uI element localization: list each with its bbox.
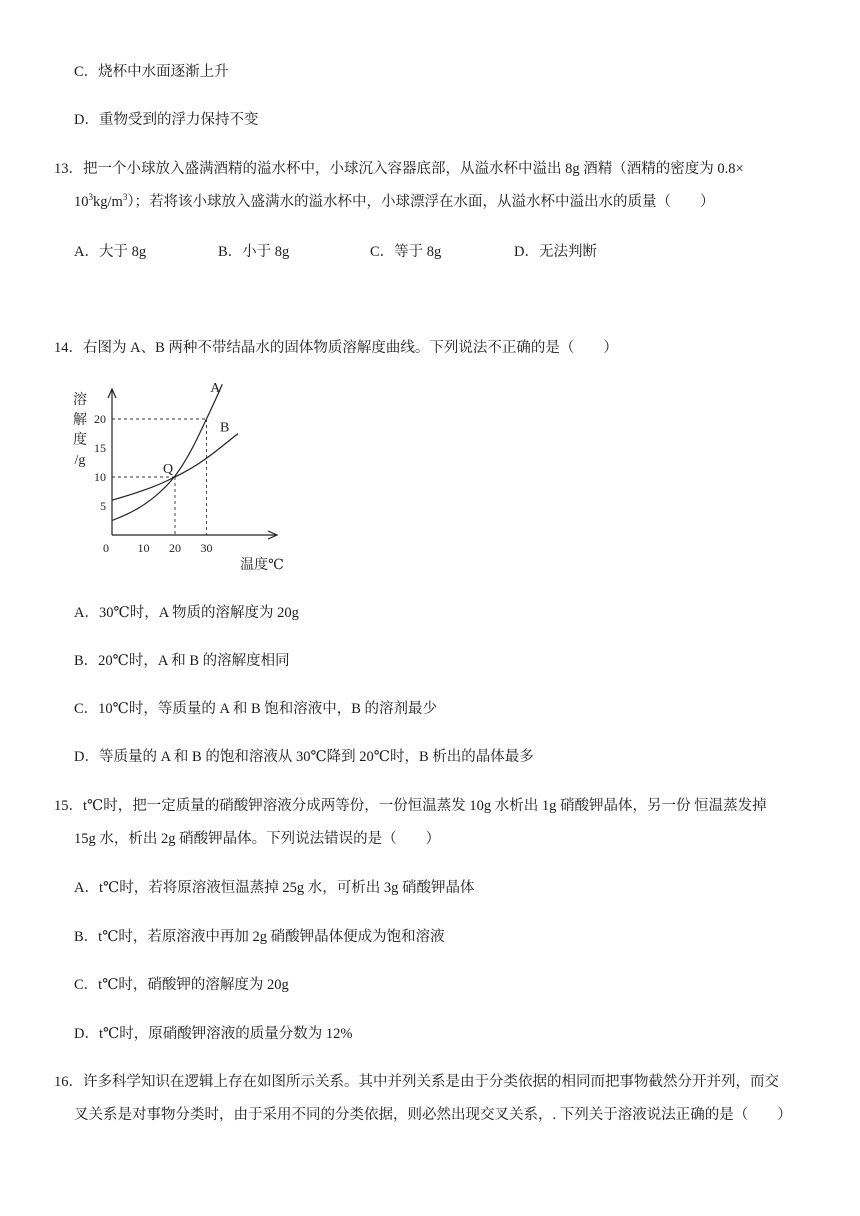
- q16-stem-line1: 16．许多科学知识在逻辑上存在如图所示关系。其中并列关系是由于分类依据的相同而把事物截然分开并列，而交: [54, 1074, 779, 1090]
- q15-option-c: C．t℃时，硝酸钾的溶解度为 20g: [74, 977, 289, 993]
- q12-option-d: D．重物受到的浮力保持不变: [74, 112, 259, 128]
- q13-stem-line1: 13．把一个小球放入盛满酒精的溢水杯中，小球沉入容器底部，从溢水杯中溢出 8g 酒精（酒精的密度为 0.8×: [54, 161, 744, 177]
- chart-dashed-guides: [112, 419, 207, 535]
- x-tick-label: 30: [200, 541, 213, 555]
- solubility-chart: [62, 380, 302, 580]
- q15-stem-line2: 15g 水，析出 2g 硝酸钾晶体。下列说法错误的是（ ）: [74, 831, 441, 847]
- y-tick-label: 5: [100, 499, 106, 513]
- point-q-label: Q: [163, 462, 174, 477]
- y-axis-label-char: 度: [73, 433, 87, 448]
- series-label-a: A: [210, 381, 221, 397]
- origin-label: 0: [103, 541, 109, 555]
- y-axis-label-char: 解: [73, 413, 87, 428]
- y-tick-label: 15: [94, 441, 106, 455]
- q14-option-b: B．20℃时，A 和 B 的溶解度相同: [74, 653, 290, 669]
- q15-option-a: A．t℃时，若将原溶液恒温蒸掉 25g 水，可析出 3g 硝酸钾晶体: [74, 880, 475, 896]
- q14-option-a: A．30℃时，A 物质的溶解度为 20g: [74, 605, 299, 621]
- y-tick-label: 20: [94, 412, 106, 426]
- q14-option-c: C．10℃时，等质量的 A 和 B 饱和溶液中，B 的溶剂最少: [74, 701, 438, 717]
- q13-option-d: D．无法判断: [514, 244, 597, 260]
- q13-option-a: A．大于 8g: [74, 244, 147, 260]
- chart-axes: [108, 389, 277, 539]
- q13-stem-line2: $10^3kg/m^3$）；若将该小球放入盛满水的溢水杯中，小球漂浮在水面，从溢水杯中溢出水的质量（ ）: [74, 192, 715, 210]
- q13-option-c: C．等于 8g: [370, 244, 442, 260]
- q14-stem: 14．右图为 A、B 两种不带结晶水的固体物质溶解度曲线。下列说法不正确的是（ ）: [54, 340, 618, 356]
- series-label-b: B: [220, 420, 230, 436]
- curve-a: [112, 384, 222, 520]
- q12-option-c: C．烧杯中水面逐渐上升: [74, 64, 229, 80]
- x-axis-label: 温度℃: [240, 558, 284, 573]
- y-axis-label-char: 溶: [73, 393, 87, 408]
- q15-option-b: B．t℃时，若原溶液中再加 2g 硝酸钾晶体便成为饱和溶液: [74, 929, 445, 945]
- q15-stem-line1: 15．t℃时，把一定质量的硝酸钾溶液分成两等份，一份恒温蒸发 10g 水析出 1g 硝酸钾晶体，另一份 恒温蒸发掉: [54, 798, 767, 814]
- q14-option-d: D．等质量的 A 和 B 的饱和溶液从 30℃降到 20℃时，B 析出的晶体最多: [74, 749, 534, 765]
- y-axis-label-char: /g: [74, 453, 86, 468]
- y-tick-label: 10: [94, 470, 106, 484]
- chart-ylabel: [73, 391, 87, 468]
- q15-option-d: D．t℃时，原硝酸钾溶液的质量分数为 12%: [74, 1026, 353, 1042]
- x-tick-label: 10: [137, 541, 150, 555]
- q13-option-b: B．小于 8g: [218, 244, 290, 260]
- x-tick-label: 20: [169, 541, 181, 555]
- q16-stem-line2: 叉关系是对事物分类时，由于采用不同的分类依据，则必然出现交叉关系，. 下列关于溶液说法正确的是（ ）: [74, 1107, 792, 1123]
